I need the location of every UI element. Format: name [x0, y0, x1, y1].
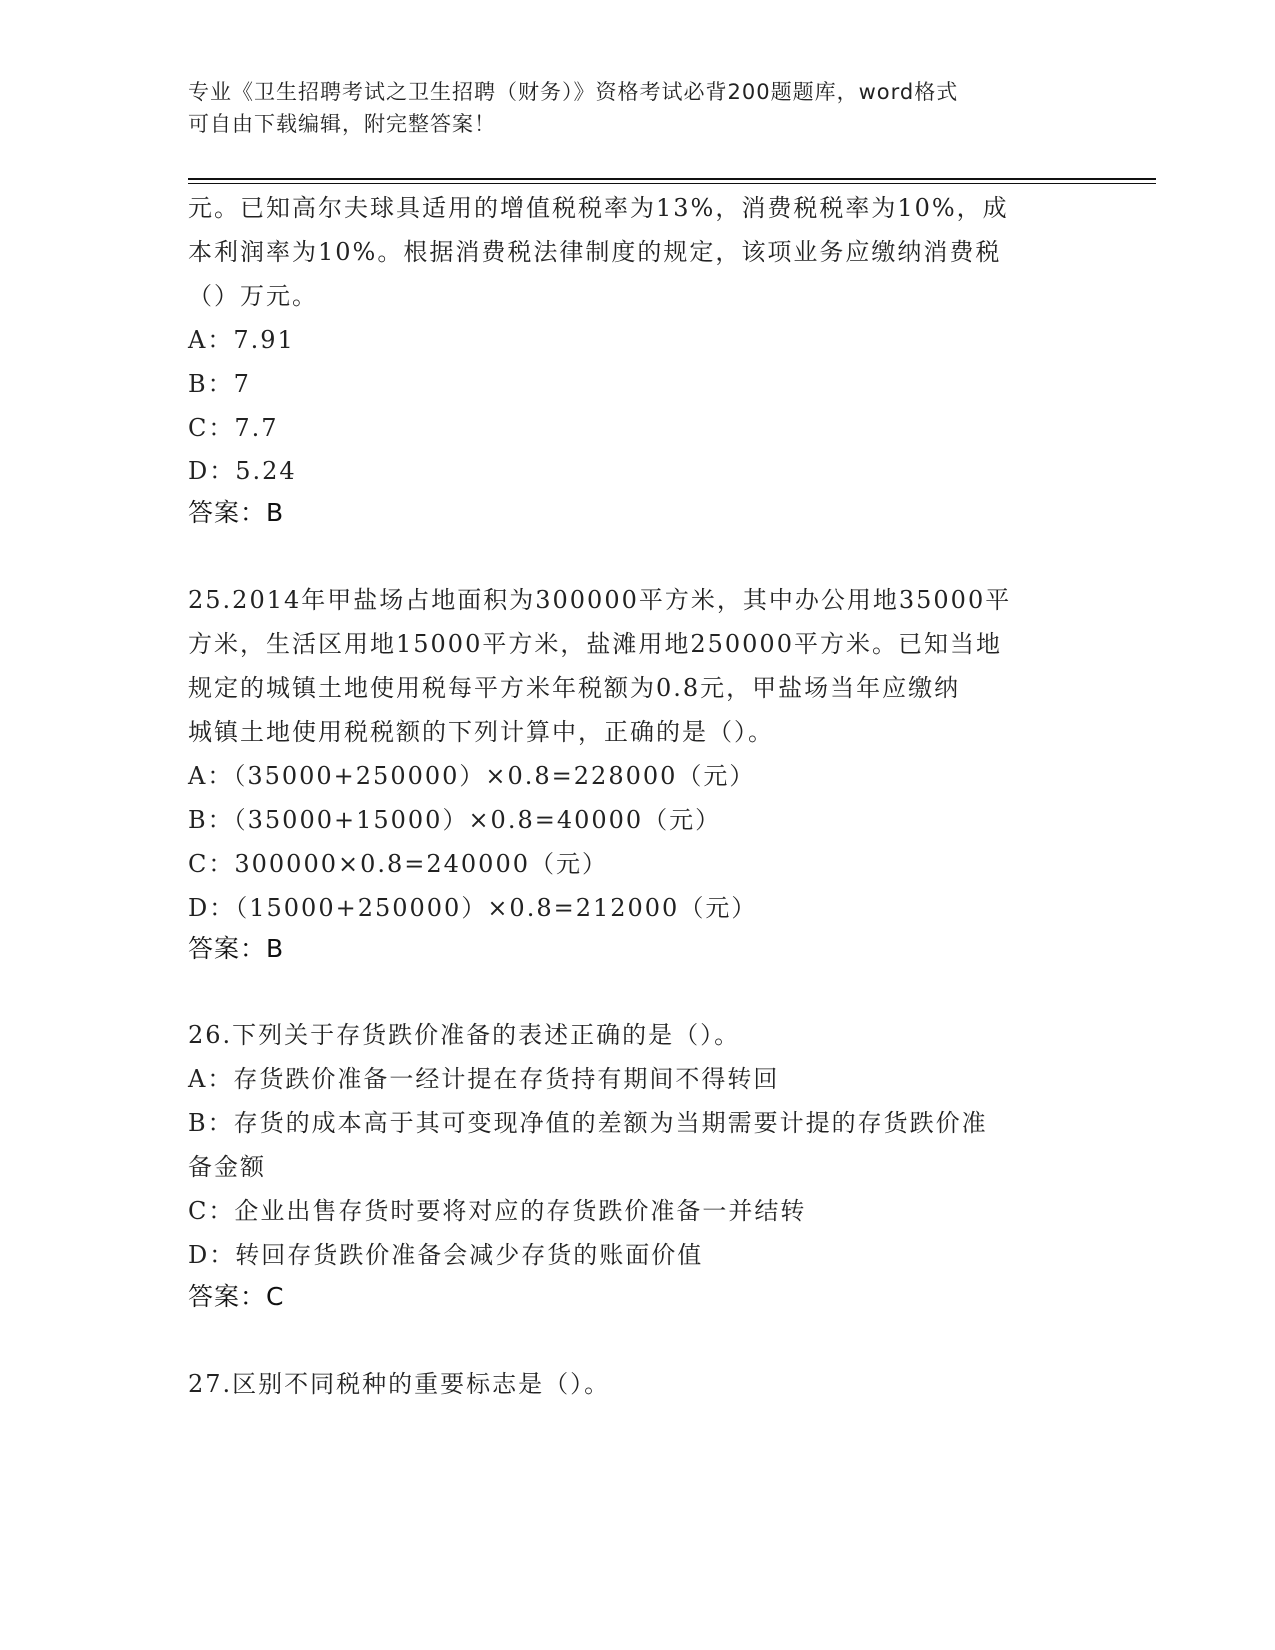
answer-label: 答案：B — [188, 498, 285, 527]
answer-label: 答案：B — [188, 934, 285, 963]
question-text-line: （）万元。 — [188, 282, 318, 310]
option-d: D：（15000+250000）×0.8=212000（元） — [188, 894, 758, 922]
option-c: C：7.7 — [188, 414, 279, 442]
header-rule-thick — [188, 178, 1156, 180]
question-text-line: 规定的城镇土地使用税每平方米年税额为0.8元，甲盐场当年应缴纳 — [188, 674, 961, 702]
option-a: A：存货跌价准备一经计提在存货持有期间不得转回 — [188, 1065, 780, 1093]
question-text-line: 城镇土地使用税税额的下列计算中，正确的是（）。 — [188, 718, 774, 746]
question-text-line: 方米，生活区用地15000平方米，盐滩用地250000平方米。已知当地 — [188, 630, 1002, 658]
question-text-line: 本利润率为10%。根据消费税法律制度的规定，该项业务应缴纳消费税 — [188, 238, 1002, 266]
option-b-continued: 备金额 — [188, 1153, 266, 1181]
option-b: B：存货的成本高于其可变现净值的差额为当期需要计提的存货跌价准 — [188, 1109, 988, 1137]
question-text-line: 25.2014年甲盐场占地面积为300000平方米，其中办公用地35000平 — [188, 586, 1012, 614]
option-d: D：5.24 — [188, 457, 297, 485]
document-header — [188, 76, 1088, 140]
option-d: D：转回存货跌价准备会减少存货的账面价值 — [188, 1241, 704, 1269]
option-a: A：（35000+250000）×0.8=228000（元） — [188, 762, 756, 790]
header-line-1: 专业《卫生招聘考试之卫生招聘（财务）》资格考试必背200题题库，word格式 — [188, 80, 959, 104]
question-text-line: 27.区别不同税种的重要标志是（）。 — [188, 1370, 611, 1398]
option-b: B：7 — [188, 370, 251, 398]
option-c: C：300000×0.8=240000（元） — [188, 850, 608, 878]
header-line-2: 可自由下载编辑，附完整答案！ — [188, 112, 496, 136]
option-a: A：7.91 — [188, 326, 295, 354]
answer-label: 答案：C — [188, 1282, 285, 1311]
question-text-line: 26.下列关于存货跌价准备的表述正确的是（）。 — [188, 1021, 741, 1049]
option-c: C：企业出售存货时要将对应的存货跌价准备一并结转 — [188, 1197, 807, 1225]
option-b: B：（35000+15000）×0.8=40000（元） — [188, 806, 722, 834]
question-text-line: 元。已知高尔夫球具适用的增值税税率为13%，消费税税率为10%，成 — [188, 194, 1009, 222]
header-rule-thin — [188, 183, 1156, 184]
